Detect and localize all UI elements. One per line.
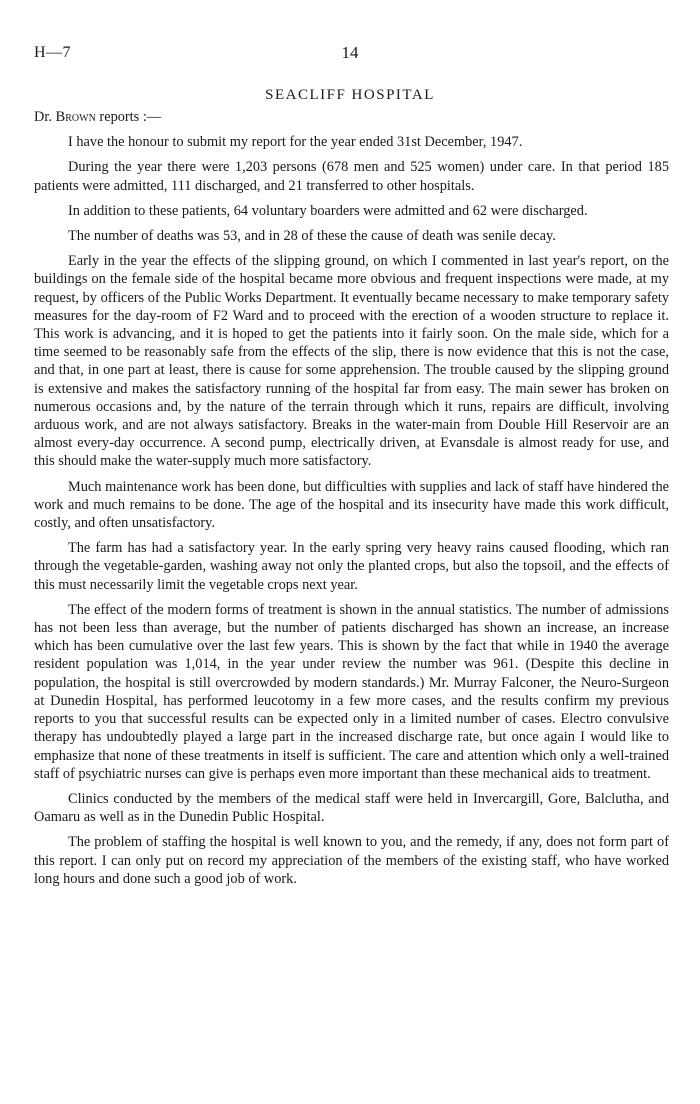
paragraph: I have the honour to submit my report for the year ended 31st December, 1947. [68,134,523,151]
report-body [34,108,669,895]
paragraph: The number of deaths was 53, and in 28 of these the cause of death was senile decay. [68,228,556,245]
intro-prefix: Dr. [34,109,52,125]
document-reference: H—7 [34,44,72,61]
paragraph: Much maintenance work has been done, but difficulties with supplies and lack of staff have hindered the work and much remains to be done. The age of the hospital and its insecurity have made this work difficult, costly, and often unsatisfactory. [34,478,669,532]
author-name: Brown [55,109,96,125]
intro-suffix: reports :— [99,109,162,125]
page-number: 14 [341,43,359,62]
paragraph: In addition to these patients, 64 voluntary boarders were admitted and 62 were discharged. [68,202,588,219]
paragraph: During the year there were 1,203 persons (678 men and 525 women) under care. In that period 185 patients were admitted, 111 discharged, and 21 transferred to other hospitals. [34,159,669,194]
paragraph: Early in the year the effects of the slipping ground, on which I commented in last year's report, on the buildings on the female side of the hospital became more obvious and frequent inspections were made, at my request, by officers of the Public Works Department. It eventually became necessary to make temporary safety measures for the day-room of F2 Ward and to proceed with the erection of a wooden structure to replace it. This work is advancing, and it is hoped to get the patients into it fairly soon. On the male side, which for a time seemed to be reasonably safe from the effects of the slip, there is now evidence that this is not the case, and that, in one part at least, there is cause for some apprehension. The trouble caused by the slipping ground is extensive and makes the satisfactory running of the hospital far from easy. The main sewer has broken on numerous occasions and, by the nature of the terrain through which it runs, repairs are difficult, involving arduous work, and are not always satisfactory. Breaks in the water-main from Double Hill Reservoir are an almost every-day occurrence. A second pump, electrically driven, at Evansdale is almost ready for use, and this should make the water-supply much more satisfactory. [34,253,669,470]
paragraph: The effect of the modern forms of treatment is shown in the annual statistics. The number of admissions has not been less than average, but the number of patients discharged has shown an increase, an increase which has been cumulative over the last few years. This is shown by the fact that while in 1940 the average resident population was 1,014, in the year under review the number was 961. (Despite this decline in population, the hospital is still overcrowded by modern standards.) Mr. Murray Falconer, the Neuro-Surgeon at Dunedin Hospital, has performed leucotomy in a few more cases, and the results confirm my previous reports to you that successful results can be expected only in a limited number of cases. Electro convulsive therapy has undoubtedly played a large part in the increased discharge rate, but once again I would like to emphasize that none of these treatments in itself is sufficient. The care and attention which only a well-trained staff of psychiatric nurses can give is perhaps even more important than these mechanical aids to treatment. [34,601,669,782]
paragraph: Clinics conducted by the members of the medical staff were held in Invercargill, Gore, Balclutha, and Oamaru as well as in the Dunedin Public Hospital. [34,790,669,826]
section-title: SEACLIFF HOSPITAL [265,87,435,103]
report-intro [34,108,669,126]
paragraph: The farm has had a satisfactory year. In the early spring very heavy rains caused flooding, which ran through the vegetable-garden, washing away not only the planted crops, but also the topsoil, and the effects of this must necessarily limit the vegetable crops next year. [34,540,669,593]
paragraph: The problem of staffing the hospital is well known to you, and the remedy, if any, does not form part of this report. I can only put on record my appreciation of the members of the existing staff, who have worked long hours and done such a good job of work. [34,834,669,887]
